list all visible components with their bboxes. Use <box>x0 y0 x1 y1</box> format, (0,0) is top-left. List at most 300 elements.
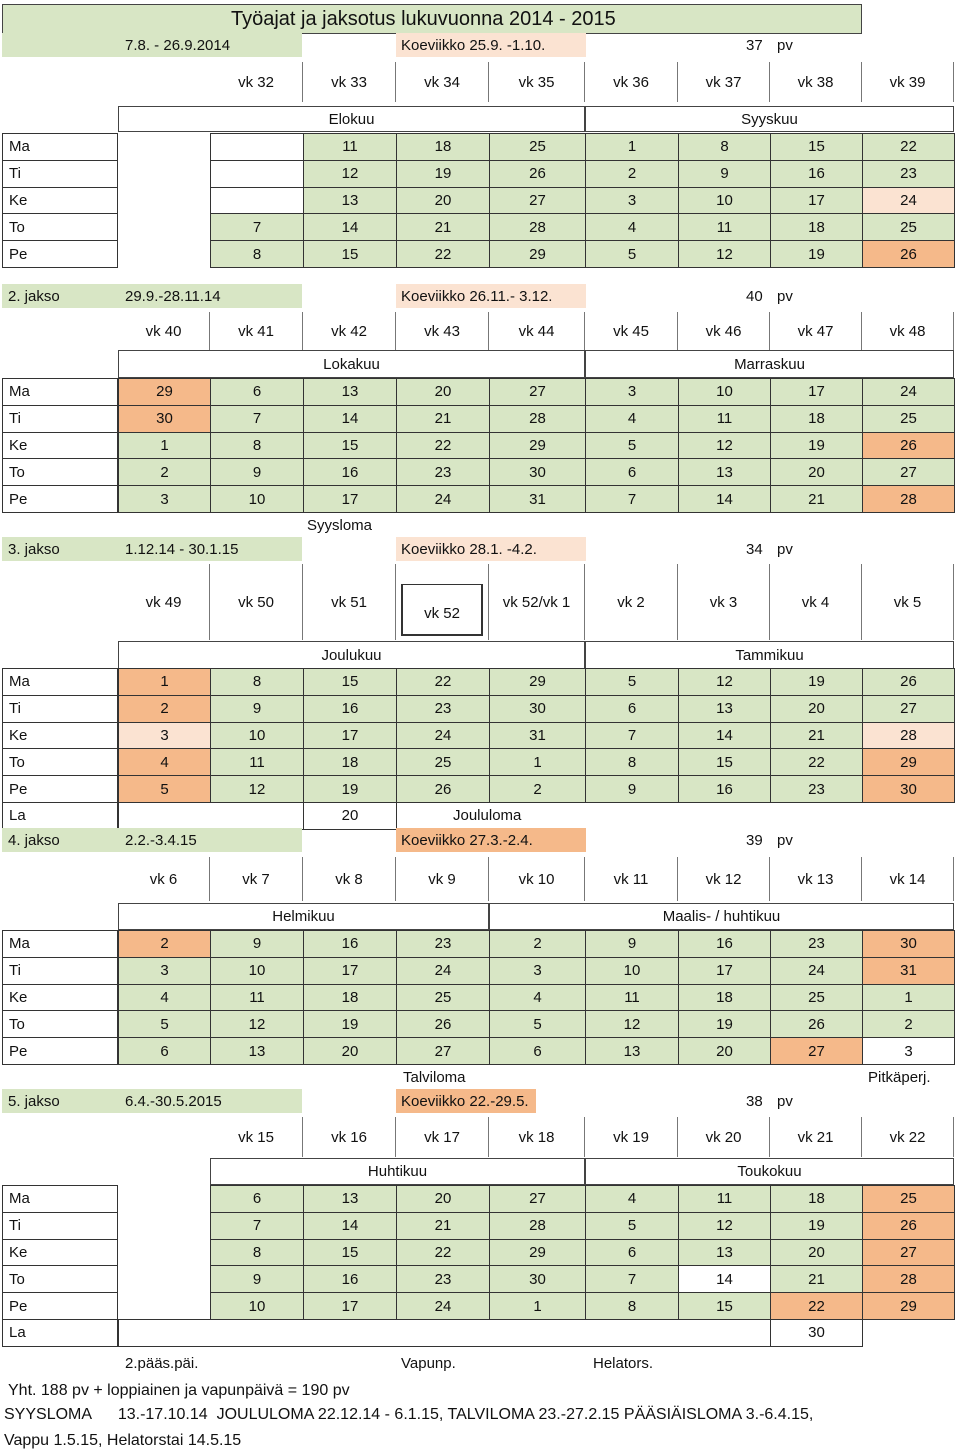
date-cell: 13 <box>585 1037 679 1065</box>
week-header: vk 3 <box>678 564 770 640</box>
week-header: vk 17 <box>396 1117 489 1157</box>
period-days: 37 <box>746 36 763 54</box>
date-cell: 20 <box>396 1185 490 1213</box>
date-cell: 3 <box>585 378 679 406</box>
date-cell: 27 <box>862 695 955 723</box>
month-header: Lokakuu <box>118 350 585 378</box>
date-cell: 2 <box>118 930 211 958</box>
empty-cell <box>118 1319 863 1347</box>
date-cell: 30 <box>862 775 955 803</box>
page-title: Työajat ja jaksotus lukuvuonna 2014 - 2015 <box>2 4 862 34</box>
date-cell: 21 <box>770 485 863 513</box>
date-cell: 19 <box>770 240 863 268</box>
exam-week: Koeviikko 25.9. -1.10. <box>401 36 546 54</box>
date-cell: 16 <box>303 1265 397 1293</box>
date-cell: 3 <box>585 187 679 215</box>
day-label: Ma <box>2 930 118 958</box>
date-cell: 14 <box>678 485 771 513</box>
week-header: vk 14 <box>862 857 954 901</box>
date-cell: 5 <box>489 1010 586 1038</box>
date-cell: 7 <box>585 722 679 750</box>
date-cell: 1 <box>489 1292 586 1320</box>
week-header: vk 9 <box>396 857 489 901</box>
date-cell: 5 <box>585 240 679 268</box>
date-cell: 12 <box>303 160 397 188</box>
period-dates: 1.12.14 - 30.1.15 <box>125 540 239 558</box>
date-cell: 17 <box>678 957 771 985</box>
date-cell: 10 <box>585 957 679 985</box>
week-header: vk 45 <box>585 312 678 350</box>
week-header: vk 51 <box>303 564 396 640</box>
vk52-box <box>401 584 483 636</box>
date-cell: 29 <box>489 432 586 460</box>
date-cell: 16 <box>678 930 771 958</box>
week-header: vk 35 <box>489 62 585 102</box>
date-cell: 26 <box>862 668 955 696</box>
period-days: 39 <box>746 831 763 849</box>
day-label: Ke <box>2 722 118 750</box>
date-cell: 19 <box>770 432 863 460</box>
date-cell: 25 <box>862 213 955 241</box>
date-cell: 3 <box>489 957 586 985</box>
week-header: vk 32 <box>210 62 303 102</box>
week-header: vk 15 <box>210 1117 303 1157</box>
period-dates: 2.2.-3.4.15 <box>125 831 197 849</box>
date-cell: 7 <box>210 1212 304 1240</box>
date-cell: 16 <box>303 695 397 723</box>
date-cell: 8 <box>210 668 304 696</box>
date-cell: 17 <box>303 485 397 513</box>
week-header: vk 34 <box>396 62 489 102</box>
date-cell: 3 <box>118 722 211 750</box>
date-cell: 11 <box>210 984 304 1012</box>
date-cell: 12 <box>585 1010 679 1038</box>
week-header: vk 6 <box>118 857 210 901</box>
date-cell: 16 <box>303 930 397 958</box>
date-cell: 26 <box>862 432 955 460</box>
date-cell: 18 <box>303 748 397 776</box>
date-cell: 17 <box>770 187 863 215</box>
month-header: Syyskuu <box>585 106 954 132</box>
date-cell: 17 <box>303 722 397 750</box>
date-cell: 13 <box>303 187 397 215</box>
date-cell: 24 <box>862 378 955 406</box>
date-cell: 10 <box>210 957 304 985</box>
date-cell: 20 <box>303 1037 397 1065</box>
date-cell: 26 <box>770 1010 863 1038</box>
period-dates: 6.4.-30.5.2015 <box>125 1092 222 1110</box>
date-cell: 26 <box>862 240 955 268</box>
date-cell: 15 <box>770 133 863 161</box>
day-label: Ma <box>2 133 118 161</box>
date-cell: 6 <box>585 1239 679 1267</box>
date-cell: 16 <box>303 458 397 486</box>
date-cell: 10 <box>210 722 304 750</box>
date-cell: 19 <box>396 160 490 188</box>
month-header: Joulukuu <box>118 641 585 669</box>
day-label: Pe <box>2 240 118 268</box>
week-header: vk 13 <box>770 857 862 901</box>
date-cell: 2 <box>862 1010 955 1038</box>
period-days-unit: pv <box>777 831 793 849</box>
day-label: La <box>2 1319 118 1347</box>
date-cell: 20 <box>770 1239 863 1267</box>
date-cell: 30 <box>118 405 211 433</box>
day-label: To <box>2 458 118 486</box>
date-cell: 24 <box>770 957 863 985</box>
date-cell: 1 <box>118 668 211 696</box>
date-cell: 18 <box>770 1185 863 1213</box>
date-cell: 15 <box>678 1292 771 1320</box>
date-cell: 4 <box>489 984 586 1012</box>
date-cell: 11 <box>585 984 679 1012</box>
date-cell: 14 <box>678 722 771 750</box>
day-label: Pe <box>2 1292 118 1320</box>
date-cell: 18 <box>770 213 863 241</box>
period-days-unit: pv <box>777 540 793 558</box>
date-cell: 24 <box>862 187 955 215</box>
period-days-unit: pv <box>777 1092 793 1110</box>
date-cell: 18 <box>678 984 771 1012</box>
day-label: La <box>2 802 118 830</box>
date-cell: 22 <box>770 1292 863 1320</box>
date-cell <box>210 160 304 188</box>
date-cell: 4 <box>585 405 679 433</box>
week-header: vk 4 <box>770 564 862 640</box>
total-days: Yht. 188 pv + loppiainen ja vapunpäivä = 190 pv <box>8 1382 350 1399</box>
date-cell: 11 <box>210 748 304 776</box>
date-cell: 20 <box>396 378 490 406</box>
week-header: vk 46 <box>678 312 770 350</box>
day-label: Ma <box>2 1185 118 1213</box>
period-days: 40 <box>746 287 763 305</box>
month-header: Maalis- / huhtikuu <box>489 903 954 930</box>
holiday-note: Joululoma <box>453 807 522 824</box>
day-label: Ti <box>2 160 118 188</box>
date-cell: 14 <box>303 213 397 241</box>
date-cell: 3 <box>118 957 211 985</box>
date-cell: 15 <box>303 240 397 268</box>
date-cell: 14 <box>303 1212 397 1240</box>
week-header: vk 49 <box>118 564 210 640</box>
date-cell: 13 <box>210 1037 304 1065</box>
date-cell: 31 <box>489 485 586 513</box>
day-label: Ke <box>2 432 118 460</box>
date-cell: 31 <box>489 722 586 750</box>
date-cell: 2 <box>118 695 211 723</box>
date-cell: 29 <box>862 748 955 776</box>
date-cell: 5 <box>585 1212 679 1240</box>
date-cell: 1 <box>118 432 211 460</box>
week-header: vk 41 <box>210 312 303 350</box>
date-cell: 11 <box>678 405 771 433</box>
date-cell: 9 <box>678 160 771 188</box>
date-cell: 19 <box>770 1212 863 1240</box>
date-cell: 11 <box>678 213 771 241</box>
date-cell: 21 <box>396 213 490 241</box>
date-cell: 6 <box>210 1185 304 1213</box>
date-cell: 18 <box>303 984 397 1012</box>
date-cell: 12 <box>210 775 304 803</box>
date-cell <box>210 133 304 161</box>
week-header: vk 37 <box>678 62 770 102</box>
date-cell: 8 <box>585 1292 679 1320</box>
date-cell: 19 <box>678 1010 771 1038</box>
day-label: Pe <box>2 1037 118 1065</box>
date-cell: 17 <box>303 1292 397 1320</box>
date-cell: 6 <box>489 1037 586 1065</box>
date-cell: 13 <box>678 695 771 723</box>
holiday-footnote: Helators. <box>593 1355 654 1372</box>
date-cell: 27 <box>396 1037 490 1065</box>
date-cell: 22 <box>396 240 490 268</box>
month-header: Huhtikuu <box>210 1158 585 1185</box>
date-cell: 24 <box>396 485 490 513</box>
date-cell: 23 <box>396 458 490 486</box>
date-cell: 23 <box>770 775 863 803</box>
date-cell: 9 <box>210 930 304 958</box>
date-cell: 20 <box>770 695 863 723</box>
date-cell: 21 <box>770 722 863 750</box>
date-cell: 19 <box>303 1010 397 1038</box>
date-cell: 9 <box>210 458 304 486</box>
date-cell: 27 <box>862 1239 955 1267</box>
date-cell: 25 <box>862 405 955 433</box>
period-label: 5. jakso <box>8 1092 60 1110</box>
date-cell: 30 <box>862 930 955 958</box>
date-cell: 21 <box>396 405 490 433</box>
week-header: vk 19 <box>585 1117 678 1157</box>
date-cell: 24 <box>396 722 490 750</box>
exam-week: Koeviikko 22.-29.5. <box>401 1092 529 1110</box>
date-cell: 5 <box>118 1010 211 1038</box>
week-header: vk 40 <box>118 312 210 350</box>
date-cell: 4 <box>118 984 211 1012</box>
week-header: vk 8 <box>303 857 396 901</box>
saturday-date: 30 <box>770 1319 863 1347</box>
date-cell: 28 <box>489 405 586 433</box>
date-cell: 12 <box>678 240 771 268</box>
day-label: Ke <box>2 187 118 215</box>
day-label: Ke <box>2 984 118 1012</box>
day-label: Ti <box>2 405 118 433</box>
date-cell: 22 <box>862 133 955 161</box>
week-header: vk 18 <box>489 1117 585 1157</box>
period-days-unit: pv <box>777 287 793 305</box>
date-cell: 3 <box>118 485 211 513</box>
date-cell: 2 <box>585 160 679 188</box>
date-cell: 26 <box>862 1212 955 1240</box>
date-cell: 9 <box>585 930 679 958</box>
week-header: vk 42 <box>303 312 396 350</box>
week-header: vk 33 <box>303 62 396 102</box>
date-cell: 11 <box>678 1185 771 1213</box>
period-days: 38 <box>746 1092 763 1110</box>
date-cell: 29 <box>862 1292 955 1320</box>
date-cell: 30 <box>489 695 586 723</box>
date-cell: 24 <box>396 957 490 985</box>
week-header: vk 12 <box>678 857 770 901</box>
holiday-summary-line: SYYSLOMA 13.-17.10.14 JOULULOMA 22.12.14 - 6.1.15, TALVILOMA 23.-27.2.15 PÄÄSIÄISLOMA 3.-6.4.15, <box>4 1406 814 1423</box>
date-cell: 6 <box>210 378 304 406</box>
date-cell: 7 <box>210 405 304 433</box>
week-header: vk 38 <box>770 62 862 102</box>
day-label: Pe <box>2 485 118 513</box>
month-header: Helmikuu <box>118 903 489 930</box>
month-header: Toukokuu <box>585 1158 954 1185</box>
date-cell: 25 <box>770 984 863 1012</box>
date-cell: 1 <box>862 984 955 1012</box>
week-header: vk 2 <box>585 564 678 640</box>
date-cell: 4 <box>585 213 679 241</box>
date-cell: 28 <box>862 722 955 750</box>
saturday-date: 20 <box>303 802 397 830</box>
date-cell: 15 <box>303 668 397 696</box>
week-header: vk 43 <box>396 312 489 350</box>
date-cell: 25 <box>396 984 490 1012</box>
date-cell: 4 <box>585 1185 679 1213</box>
date-cell: 8 <box>210 1239 304 1267</box>
date-cell: 6 <box>585 458 679 486</box>
month-header: Elokuu <box>118 106 585 132</box>
date-cell: 12 <box>678 432 771 460</box>
date-cell: 25 <box>489 133 586 161</box>
week-header: vk 22 <box>862 1117 954 1157</box>
date-cell: 14 <box>678 1265 771 1293</box>
holiday-note: Syysloma <box>307 517 373 534</box>
holiday-summary-line: Vappu 1.5.15, Helatorstai 14.5.15 <box>4 1432 242 1449</box>
date-cell: 22 <box>770 748 863 776</box>
date-cell: 13 <box>303 378 397 406</box>
date-cell: 2 <box>118 458 211 486</box>
date-cell: 28 <box>489 1212 586 1240</box>
date-cell <box>210 187 304 215</box>
date-cell: 18 <box>770 405 863 433</box>
date-cell: 27 <box>862 458 955 486</box>
day-label: To <box>2 1265 118 1293</box>
date-cell: 26 <box>396 1010 490 1038</box>
exam-week: Koeviikko 28.1. -4.2. <box>401 540 537 558</box>
date-cell: 5 <box>585 432 679 460</box>
date-cell: 20 <box>396 187 490 215</box>
day-label: Ti <box>2 695 118 723</box>
day-label: To <box>2 1010 118 1038</box>
date-cell: 23 <box>396 695 490 723</box>
week-header: vk 20 <box>678 1117 770 1157</box>
date-cell: 12 <box>210 1010 304 1038</box>
date-cell: 25 <box>396 748 490 776</box>
date-cell: 7 <box>585 485 679 513</box>
date-cell: 7 <box>585 1265 679 1293</box>
day-label: To <box>2 213 118 241</box>
date-cell: 23 <box>396 930 490 958</box>
date-cell: 1 <box>489 748 586 776</box>
date-cell: 17 <box>303 957 397 985</box>
day-label: Ti <box>2 957 118 985</box>
date-cell: 10 <box>678 187 771 215</box>
date-cell: 29 <box>489 1239 586 1267</box>
date-cell: 13 <box>303 1185 397 1213</box>
date-cell: 10 <box>210 485 304 513</box>
day-label: To <box>2 748 118 776</box>
date-cell: 5 <box>585 668 679 696</box>
date-cell: 23 <box>770 930 863 958</box>
date-cell: 4 <box>118 748 211 776</box>
date-cell: 2 <box>489 930 586 958</box>
week-header: vk 39 <box>862 62 954 102</box>
week-header: vk 16 <box>303 1117 396 1157</box>
date-cell: 3 <box>862 1037 955 1065</box>
date-cell: 28 <box>862 1265 955 1293</box>
date-cell: 7 <box>210 213 304 241</box>
holiday-footnote: Vapunp. <box>401 1355 456 1372</box>
date-cell: 28 <box>862 485 955 513</box>
date-cell: 28 <box>489 213 586 241</box>
week-header: vk 10 <box>489 857 585 901</box>
date-cell: 22 <box>396 432 490 460</box>
holiday-note: Talviloma <box>403 1069 466 1086</box>
week-header: vk 7 <box>210 857 303 901</box>
week-header: vk 21 <box>770 1117 862 1157</box>
date-cell: 12 <box>678 668 771 696</box>
week-header: vk 50 <box>210 564 303 640</box>
date-cell: 2 <box>489 775 586 803</box>
date-cell: 16 <box>678 775 771 803</box>
period-dates: 7.8. - 26.9.2014 <box>125 36 231 54</box>
day-label: Ma <box>2 378 118 406</box>
date-cell: 8 <box>678 133 771 161</box>
period-days: 34 <box>746 540 763 558</box>
week-header: vk 47 <box>770 312 862 350</box>
period-label: 3. jakso <box>8 540 60 558</box>
date-cell: 23 <box>862 160 955 188</box>
date-cell: 24 <box>396 1292 490 1320</box>
period-label: 2. jakso <box>8 287 60 305</box>
week-header: vk 52 <box>396 564 489 640</box>
date-cell: 21 <box>770 1265 863 1293</box>
date-cell: 17 <box>770 378 863 406</box>
week-header: vk 48 <box>862 312 954 350</box>
empty-cell <box>118 802 304 830</box>
month-header: Tammikuu <box>585 641 954 669</box>
date-cell: 10 <box>210 1292 304 1320</box>
date-cell: 27 <box>489 1185 586 1213</box>
period-label: 4. jakso <box>8 831 60 849</box>
day-label: Pe <box>2 775 118 803</box>
holiday-note-good-friday: Pitkäperj. <box>868 1069 931 1086</box>
date-cell: 19 <box>303 775 397 803</box>
date-cell: 6 <box>585 695 679 723</box>
month-header: Marraskuu <box>585 350 954 378</box>
date-cell: 8 <box>210 240 304 268</box>
date-cell: 30 <box>489 1265 586 1293</box>
date-cell: 29 <box>489 668 586 696</box>
week-header: vk 44 <box>489 312 585 350</box>
week-header: vk 52/vk 1 <box>489 564 585 640</box>
holiday-footnote: 2.pääs.päi. <box>125 1355 199 1372</box>
date-cell: 29 <box>489 240 586 268</box>
date-cell: 8 <box>210 432 304 460</box>
date-cell: 29 <box>118 378 211 406</box>
date-cell: 26 <box>489 160 586 188</box>
date-cell: 26 <box>396 775 490 803</box>
date-cell: 31 <box>862 957 955 985</box>
date-cell: 20 <box>770 458 863 486</box>
date-cell: 22 <box>396 668 490 696</box>
exam-week: Koeviikko 26.11.- 3.12. <box>401 287 553 305</box>
date-cell: 13 <box>678 458 771 486</box>
day-label: Ti <box>2 1212 118 1240</box>
